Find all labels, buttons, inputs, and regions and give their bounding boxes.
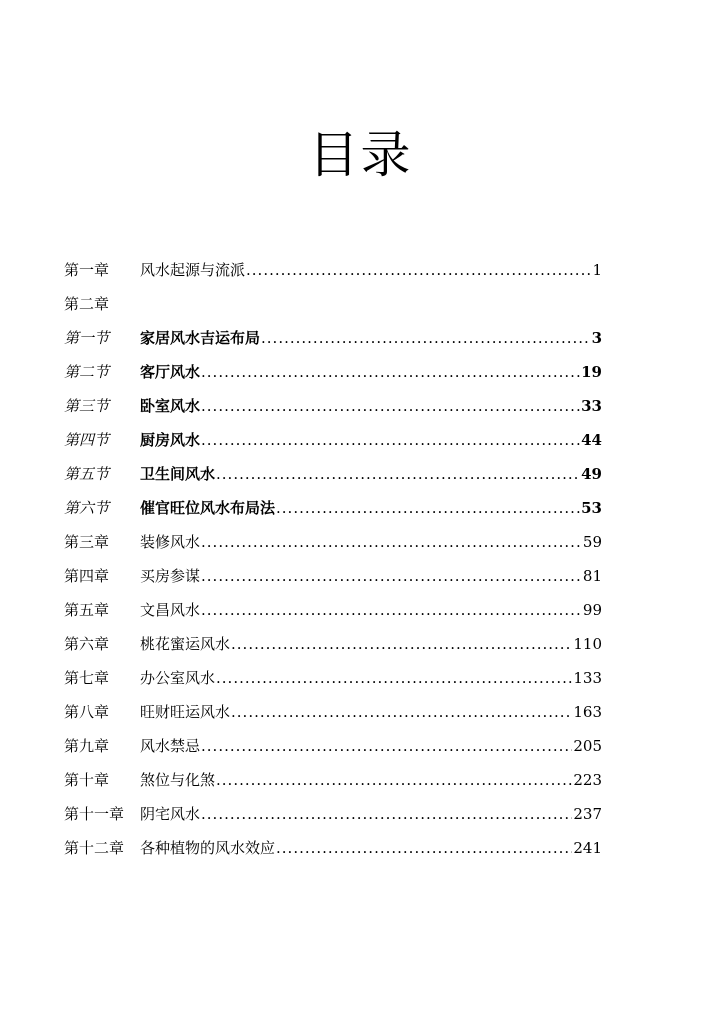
toc-section-entry[interactable] [64,423,602,457]
toc-leader-dots [201,423,580,457]
toc-entry-page: 1 [592,261,602,279]
toc-entry[interactable] [64,763,602,797]
toc-entry-page: 237 [573,805,602,823]
toc-entry-label: 第三章 [64,533,110,551]
toc-leader-dots [231,695,572,729]
toc-leader-dots [231,627,572,661]
toc-entry[interactable] [64,525,602,559]
toc-entry-label: 第四章 [64,567,110,585]
toc-entry-page: 33 [581,397,602,415]
toc-entry[interactable] [64,253,602,287]
toc-leader-dots [216,661,572,695]
toc-entry-label: 第九章 [64,737,110,755]
toc-entry-page: 53 [581,499,602,517]
toc-entry-label: 第一章 [64,261,110,279]
toc-leader-dots [201,559,582,593]
toc-entry-title: 文昌风水 [140,601,201,619]
toc-section-entry[interactable] [64,457,602,491]
toc-entry-page: 241 [573,839,602,857]
toc-entry-title: 卧室风水 [140,397,201,415]
toc-entry[interactable] [64,593,602,627]
toc-entry-label: 第六节 [64,499,110,517]
toc-entry[interactable] [64,661,602,695]
toc-leader-dots [276,491,580,525]
toc-entry-label: 第七章 [64,669,110,687]
toc-leader-dots [201,525,582,559]
toc-entry-label: 第五节 [64,465,110,483]
toc-entry-title: 桃花蜜运风水 [140,635,231,653]
toc-entry-page: 81 [582,567,602,585]
toc-entry-label: 第十二章 [64,839,125,857]
toc-entry-title: 风水起源与流派 [140,261,246,279]
toc-entry-title: 买房参谋 [140,567,201,585]
toc-leader-dots [276,831,572,865]
toc-entry[interactable] [64,559,602,593]
page-title: 目录 [308,126,413,184]
toc-entry-page: 163 [573,703,602,721]
toc-entry-page: 44 [581,431,602,449]
toc-entry-title: 卫生间风水 [140,465,216,483]
toc-leader-dots [246,253,591,287]
toc-leader-dots [201,355,580,389]
toc-leader-dots [201,593,582,627]
toc-leader-dots [261,321,591,355]
toc-section-entry[interactable] [64,491,602,525]
toc-entry-label: 第一节 [64,329,110,347]
toc-entry[interactable] [64,627,602,661]
toc-leader-dots [201,729,572,763]
toc-entry-page: 223 [573,771,602,789]
toc-entry-page: 133 [573,669,602,687]
toc-leader-dots [216,457,580,491]
toc-entry[interactable] [64,695,602,729]
table-of-contents [64,253,602,865]
toc-entry-page: 205 [573,737,602,755]
toc-entry-label: 第四节 [64,431,110,449]
toc-entry-title: 装修风水 [140,533,201,551]
toc-section-entry[interactable] [64,355,602,389]
toc-chapter-heading[interactable] [64,287,602,321]
toc-entry-page: 99 [582,601,602,619]
toc-entry-title: 各种植物的风水效应 [140,839,276,857]
toc-entry[interactable] [64,729,602,763]
toc-entry-page: 19 [581,363,602,381]
toc-entry[interactable] [64,831,602,865]
toc-entry-label: 第六章 [64,635,110,653]
toc-entry-label: 第八章 [64,703,110,721]
toc-entry-page: 49 [581,465,602,483]
toc-entry-title: 家居风水吉运布局 [140,329,261,347]
toc-entry-title: 旺财旺运风水 [140,703,231,721]
toc-entry-label: 第十章 [64,771,110,789]
toc-entry-label: 第十一章 [64,805,125,823]
toc-entry-label: 第三节 [64,397,110,415]
toc-leader-dots [201,797,572,831]
toc-entry-label: 第二节 [64,363,110,381]
toc-entry-title: 办公室风水 [140,669,216,687]
toc-entry-title: 厨房风水 [140,431,201,449]
toc-entry-title: 风水禁忌 [140,737,201,755]
toc-leader-dots [216,763,572,797]
toc-leader-dots [201,389,580,423]
toc-entry-page: 3 [591,329,602,347]
toc-entry-title: 客厅风水 [140,363,201,381]
toc-entry[interactable] [64,797,602,831]
toc-entry-page: 110 [573,635,602,653]
toc-entry-label: 第五章 [64,601,110,619]
toc-entry-title: 催官旺位风水布局法 [140,499,276,517]
toc-entry-label: 第二章 [64,295,110,313]
toc-section-entry[interactable] [64,321,602,355]
toc-entry-page: 59 [582,533,602,551]
toc-section-entry[interactable] [64,389,602,423]
toc-entry-title: 煞位与化煞 [140,771,216,789]
toc-entry-title: 阴宅风水 [140,805,201,823]
